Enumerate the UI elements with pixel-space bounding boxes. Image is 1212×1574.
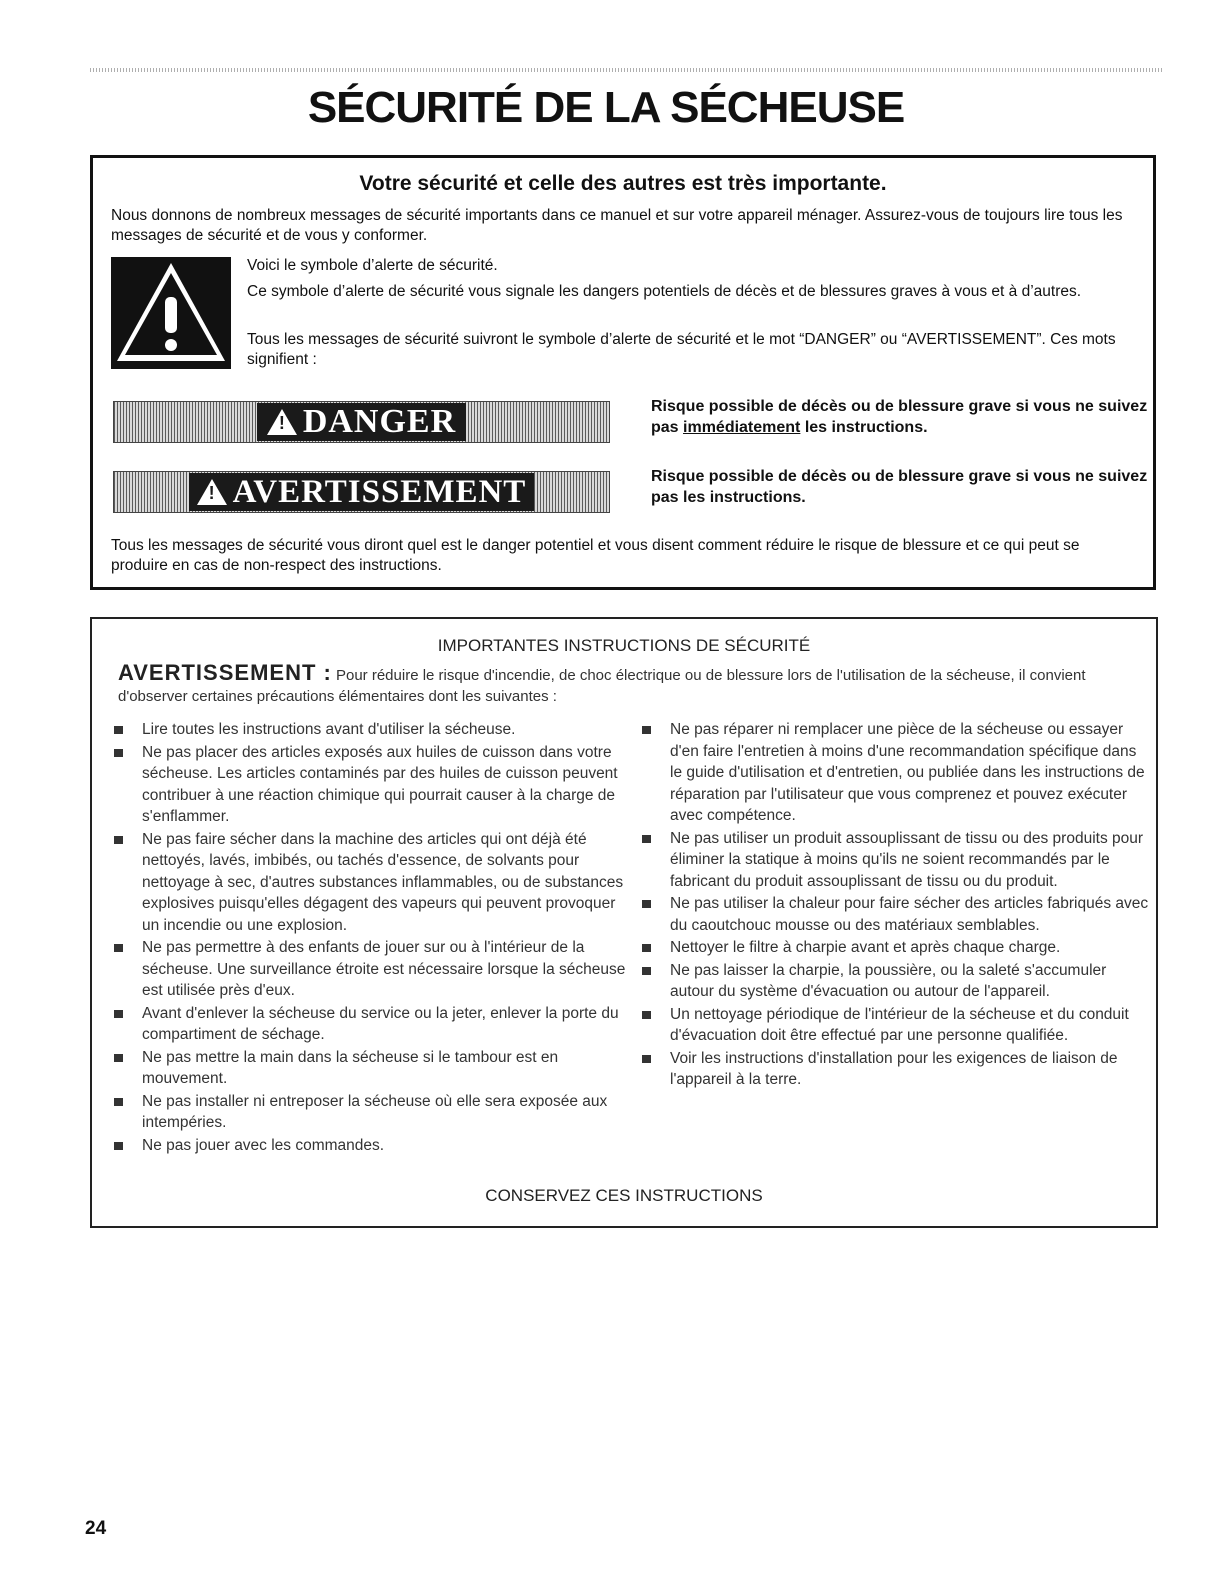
page-number: 24 <box>85 1518 107 1539</box>
symbol-text-1: Voici le symbole d’alerte de sécurité. <box>247 257 498 274</box>
bullet-icon <box>642 944 651 952</box>
bullet-icon <box>642 835 651 843</box>
page-title: SÉCURITÉ DE LA SÉCHEUSE <box>307 83 905 132</box>
safety-intro: Nous donnons de nombreux messages de sécurité importants dans ce manuel et sur votre appareil ménager. Assurez-vous de toujours lire tous les messages de sécurité et de vous y conformer. <box>111 207 1123 244</box>
warning-label: AVERTISSEMENT <box>232 474 527 510</box>
bullet-icon <box>114 1098 123 1106</box>
safety-closing: Tous les messages de sécurité vous diront quel est le danger potentiel et vous disent comment réduire le risque de blessure et ce qui peut se produire en cas de non-respect des instructions. <box>111 537 1080 574</box>
instructions-heading: IMPORTANTES INSTRUCTIONS DE SÉCURITÉ <box>437 636 811 655</box>
list-item: Ne pas faire sécher dans la machine des articles qui ont déjà été nettoyés, lavés, imbibés, ou tachés d'essence, de solvants pour nettoyage à sec, d'autres substances inflammables, ou de substances explosives puisqu'elles dégagent des vapeurs qui peuvent provoquer un incendie ou une explosion. <box>112 829 632 937</box>
symbol-text-2: Ce symbole d’alerte de sécurité vous signale les dangers potentiels de décès et de blessures graves à vous et à d’autres. <box>247 283 1082 300</box>
list-item: Ne pas utiliser la chaleur pour faire sécher des articles fabriqués avec du caoutchouc mousse ou des matériaux semblables. <box>640 893 1150 936</box>
warning-triangle-icon <box>197 479 227 505</box>
safety-info-box <box>90 155 1156 590</box>
bullet-icon <box>114 1142 123 1150</box>
bullet-icon <box>642 900 651 908</box>
warning-description: Risque possible de décès ou de blessure grave si vous ne suivez pas les instructions. <box>651 468 1148 506</box>
list-item: Ne pas placer des articles exposés aux huiles de cuisson dans votre sécheuse. Les articles contaminés par des huiles de cuisson peuvent contribuer à une réaction chimique qui pourrait causer à la charge de s'enflammer. <box>112 742 632 828</box>
bullet-icon <box>642 726 651 734</box>
list-item: Ne pas laisser la charpie, la poussière, ou la saleté s'accumuler autour du système d'évacuation ou autour de l'appareil. <box>640 960 1150 1003</box>
list-item: Ne pas permettre à des enfants de jouer sur ou à l'intérieur de la sécheuse. Une surveillance étroite est nécessaire lorsque la sécheuse est utilisée près d'eux. <box>112 937 632 1002</box>
bullet-icon <box>114 1010 123 1018</box>
warning-banner <box>113 471 610 513</box>
danger-description: Risque possible de décès ou de blessure grave si vous ne suivez pas immédiatement les instructions. <box>651 398 1148 436</box>
bullet-icon <box>642 967 651 975</box>
list-item: Un nettoyage périodique de l'intérieur de la sécheuse et du conduit d'évacuation doit être effectué par une personne qualifiée. <box>640 1004 1150 1047</box>
list-item: Avant d'enlever la sécheuse du service ou la jeter, enlever la porte du compartiment de séchage. <box>112 1003 632 1046</box>
list-item: Lire toutes les instructions avant d'utiliser la sécheuse. <box>112 719 632 741</box>
danger-label: DANGER <box>302 403 457 440</box>
important-instructions-box <box>90 617 1158 1228</box>
symbol-text-3: Tous les messages de sécurité suivront le symbole d’alerte de sécurité et le mot “DANGER” ou “AVERTISSEMENT”. Ces mots signifient : <box>247 331 1116 368</box>
bullet-icon <box>114 944 123 952</box>
warning-triangle-icon <box>267 409 297 435</box>
warning-word: AVERTISSEMENT : <box>118 660 332 685</box>
top-dotted-rule <box>90 68 1162 72</box>
list-item: Ne pas réparer ni remplacer une pièce de la sécheuse ou essayer d'en faire l'entretien à moins d'une recommandation spécifique dans le guide d'utilisation et d'entretien, ou publiée dans les instructions de réparation par l'utilisateur que vous comprenez et pouvez exécuter avec compétence. <box>640 719 1150 827</box>
instructions-list-left <box>112 719 632 1157</box>
instructions-list-right <box>640 719 1150 1092</box>
bullet-icon <box>114 1054 123 1062</box>
list-item: Ne pas utiliser un produit assouplissant de tissu ou des produits pour éliminer la statique à moins qu'ils ne soient recommandés par le fabricant du produit assouplissant de tissu ou du produit. <box>640 828 1150 893</box>
safety-alert-icon <box>111 257 231 369</box>
keep-instructions-footer: CONSERVEZ CES INSTRUCTIONS <box>485 1186 763 1205</box>
bullet-icon <box>114 749 123 757</box>
safety-heading: Votre sécurité et celle des autres est très importante. <box>359 172 887 195</box>
list-item: Nettoyer le filtre à charpie avant et après chaque charge. <box>640 937 1150 959</box>
instructions-warning: AVERTISSEMENT : Pour réduire le risque d'incendie, de choc électrique ou de blessure lors de l'utilisation de la sécheuse, il convient d'observer certaines précautions élémentaires dont les suivantes : <box>118 660 1086 705</box>
bullet-icon <box>114 836 123 844</box>
bullet-icon <box>114 726 123 734</box>
list-item: Voir les instructions d'installation pour les exigences de liaison de l'appareil à la terre. <box>640 1048 1150 1091</box>
list-item: Ne pas mettre la main dans la sécheuse si le tambour est en mouvement. <box>112 1047 632 1090</box>
list-item: Ne pas jouer avec les commandes. <box>112 1135 632 1157</box>
bullet-icon <box>642 1011 651 1019</box>
bullet-icon <box>642 1055 651 1063</box>
list-item: Ne pas installer ni entreposer la sécheuse où elle sera exposée aux intempéries. <box>112 1091 632 1134</box>
danger-banner <box>113 401 610 443</box>
